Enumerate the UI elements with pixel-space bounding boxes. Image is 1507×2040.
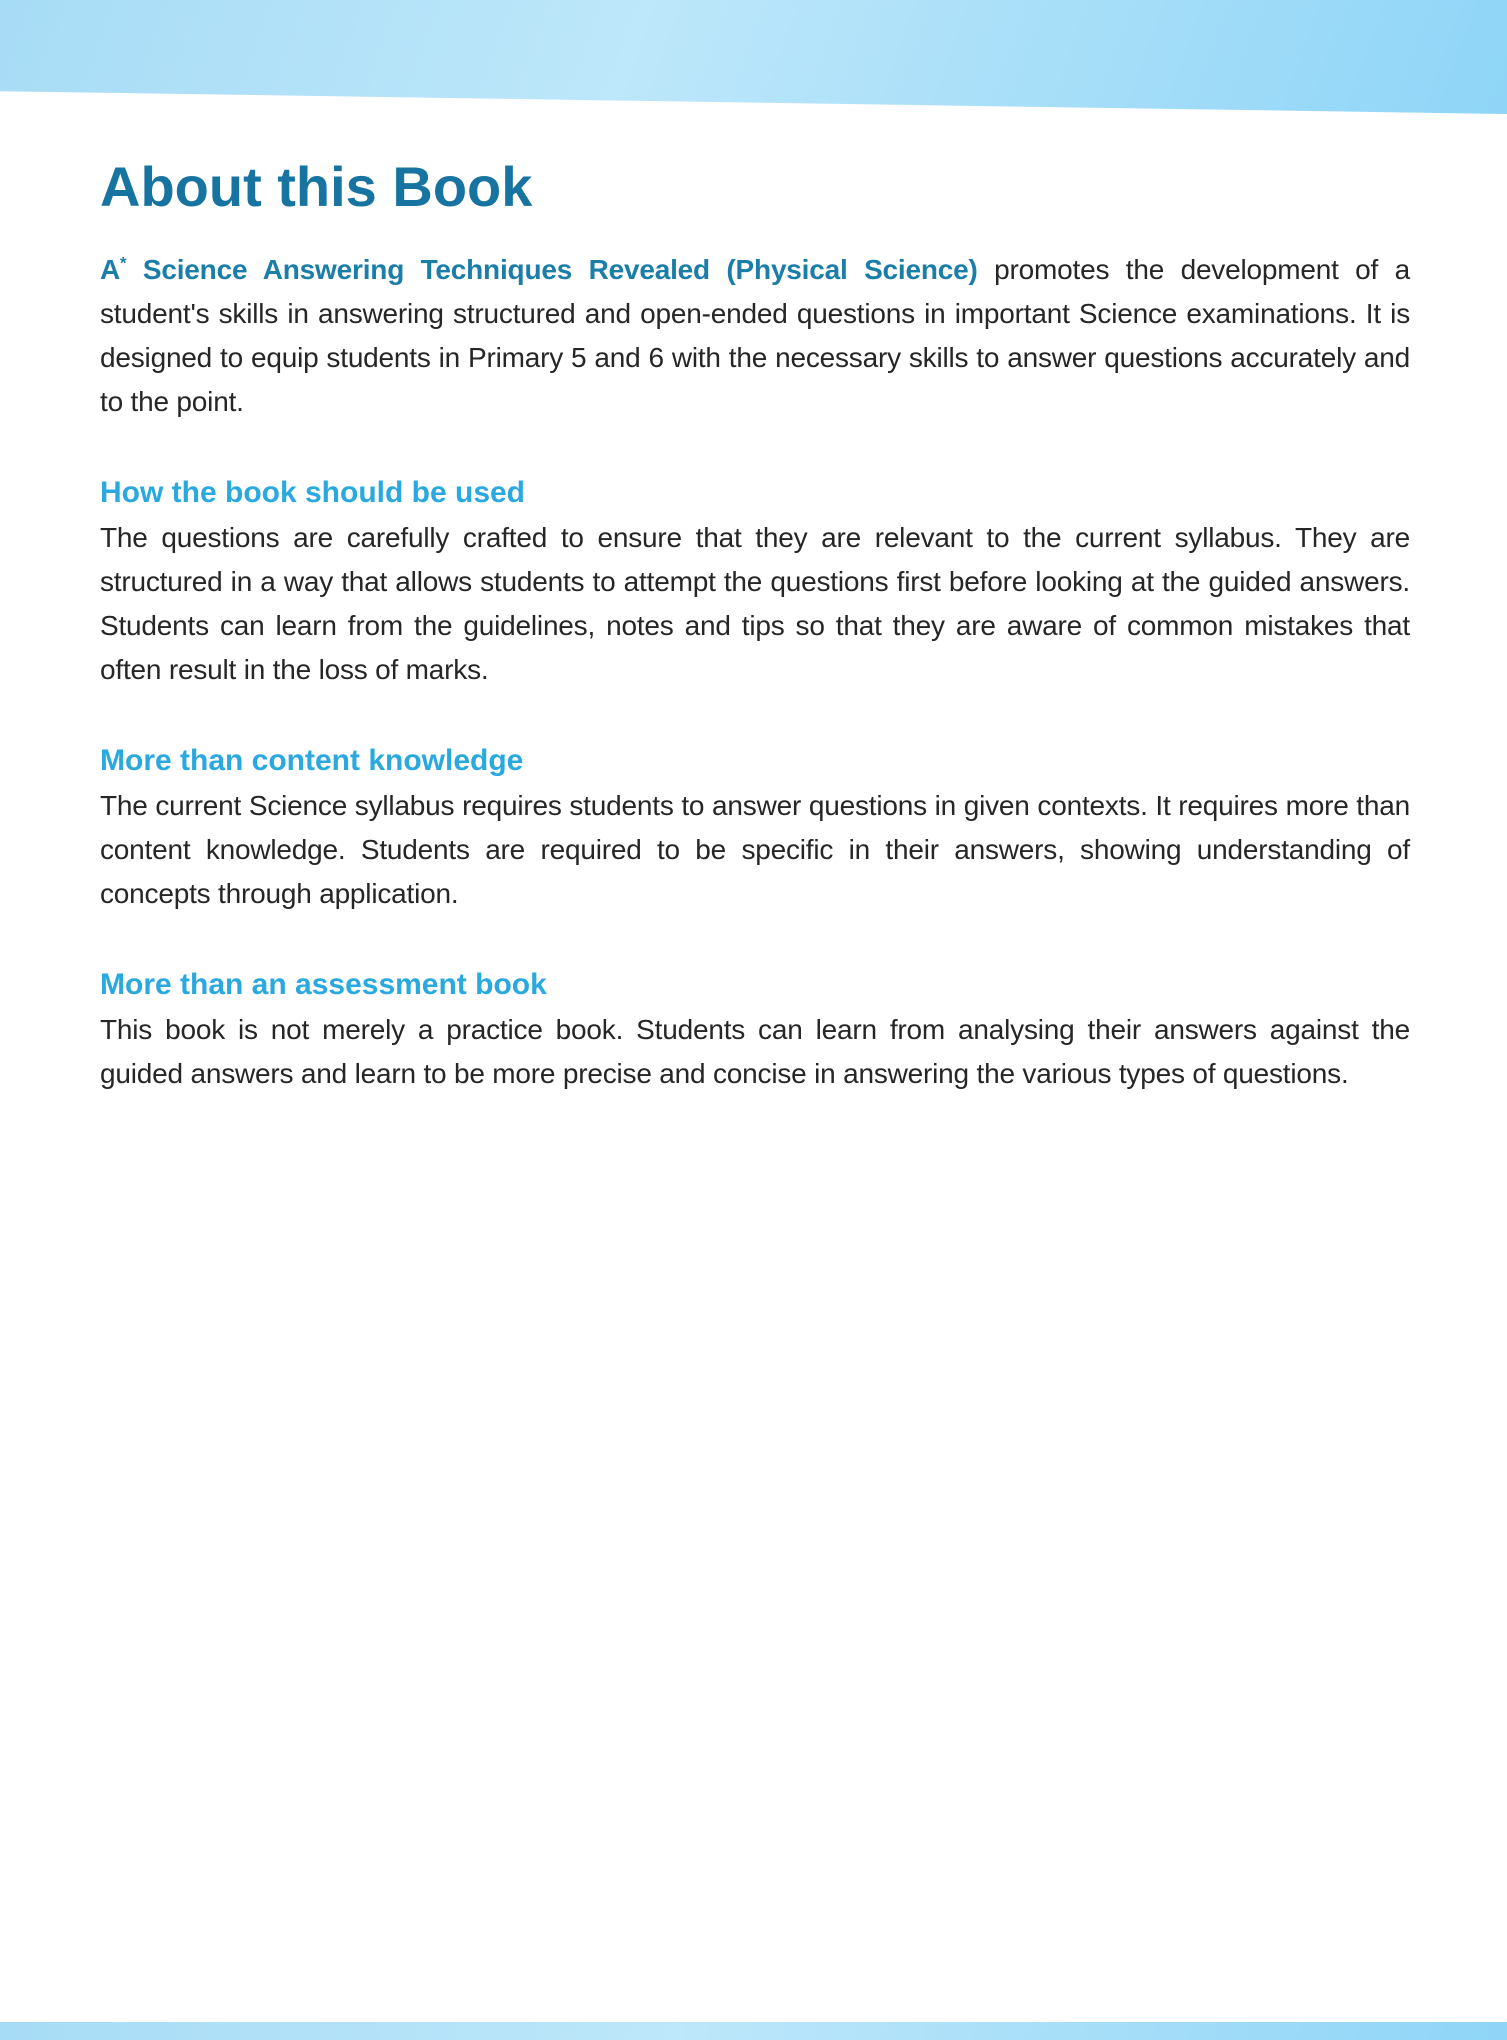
brand-rest: Science Answering Techniques Revealed (Physical Science) [126, 254, 978, 285]
section-body: The questions are carefully crafted to ensure that they are relevant to the current syllabus. They are structured in a way that allows students to attempt the questions first before looking at the guided answers. Students can learn from the guidelines, notes and tips so that they are aware of common mistakes that often result in the loss of marks. [100, 522, 1410, 685]
section-how-to-use [100, 474, 1410, 692]
page-content [100, 114, 1410, 1124]
section-heading: More than content knowledge [100, 744, 524, 777]
brand-star: * [120, 253, 127, 273]
intro-body-text: promotes the development of a student's skills in answering structured and open-ended questions in important Science examinations. It is designed to equip students in Primary 5 and 6 with the necessary skills to answer questions accurately and to the point. [100, 254, 1410, 417]
section-heading: More than an assessment book [100, 968, 547, 1001]
header-band [0, 0, 1507, 114]
footer-band [0, 2022, 1507, 2040]
section-body: The current Science syllabus requires students to answer questions in given contexts. It requires more than content knowledge. Students are required to be specific in their answers, showing understanding of concepts through application. [100, 790, 1410, 909]
brand-name [100, 254, 978, 285]
section-heading: How the book should be used [100, 476, 526, 509]
intro-paragraph [100, 248, 1410, 424]
section-assessment-book [100, 966, 1410, 1096]
section-content-knowledge [100, 742, 1410, 916]
section-body: This book is not merely a practice book. Students can learn from analysing their answers against the guided answers and learn to be more precise and concise in answering the various types of questions. [100, 1014, 1410, 1089]
brand-base: A [100, 254, 121, 285]
page-title: About this Book [100, 155, 533, 218]
